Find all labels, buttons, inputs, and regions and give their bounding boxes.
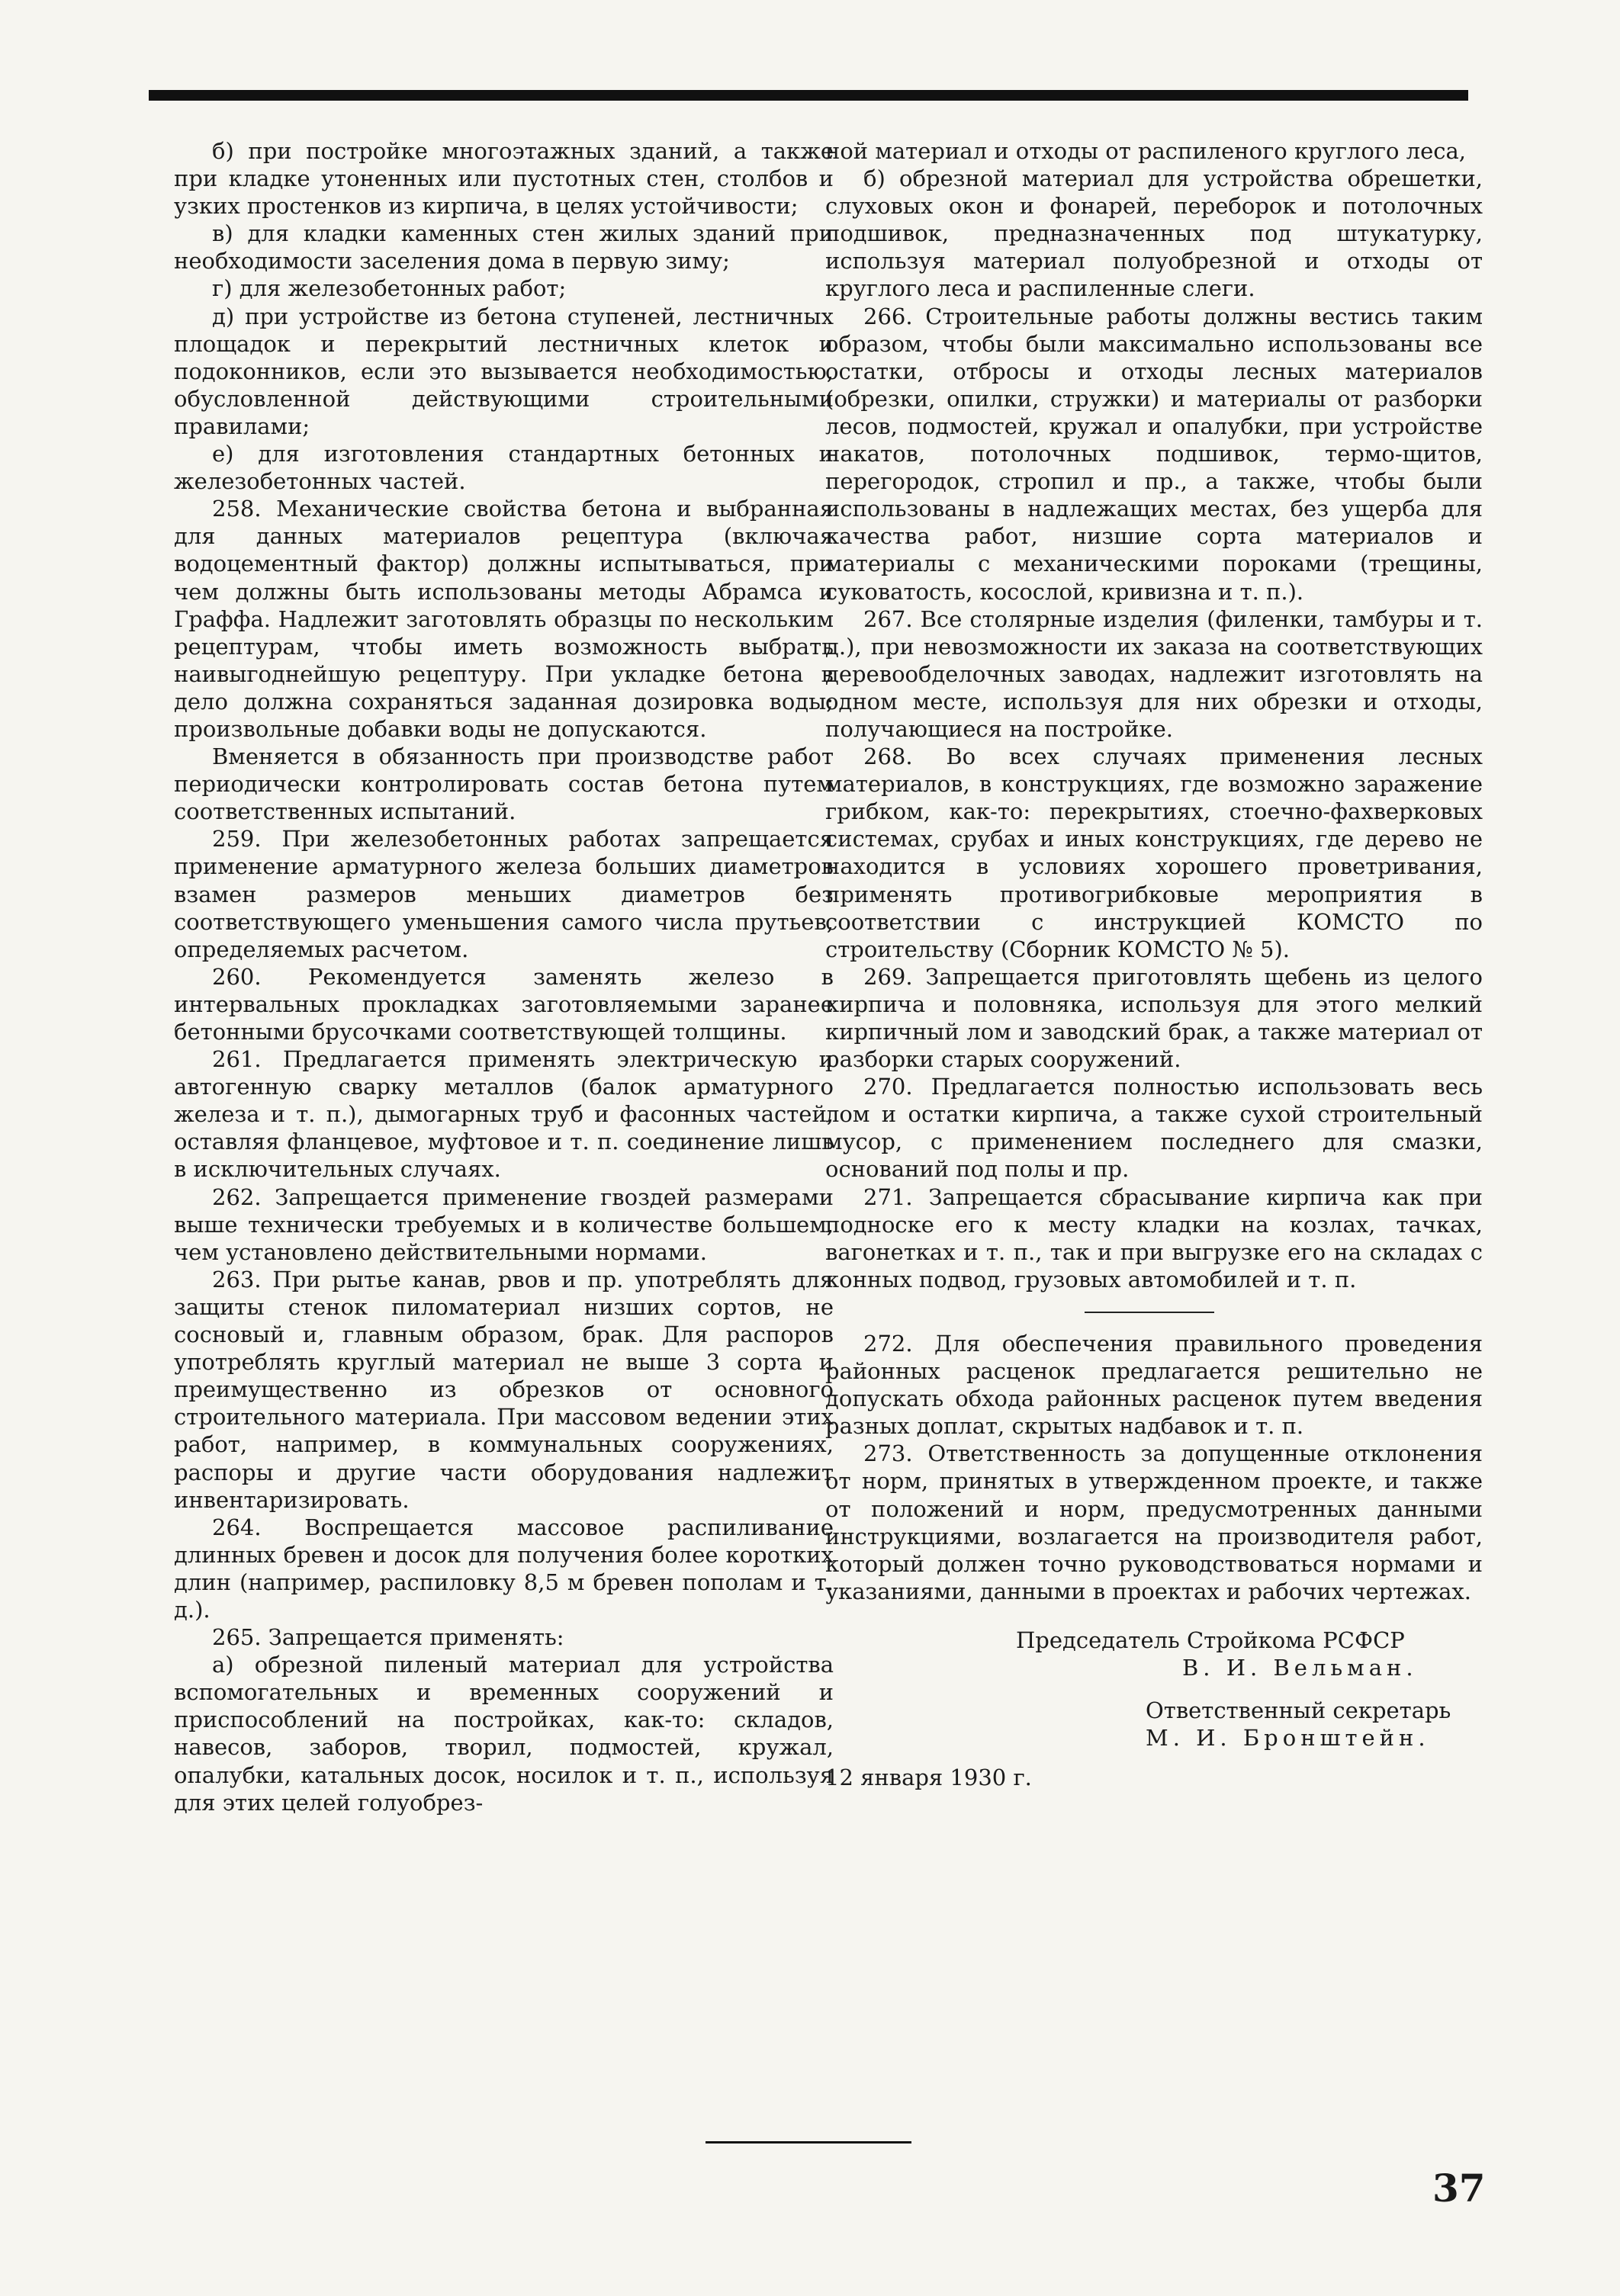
right-column [825, 137, 1483, 1791]
paragraph: 265. Запрещается применять: [212, 1624, 564, 1651]
paragraph: 263. При рытье канав, рвов и пр. употреблять для защиты стенок пиломатериал низших сортов, не сосновый и, главным образом, брак. Для распоров употреблять круглый материал не выше 3 сорта и преимущественно из обрезков от основного строительного материала. При массовом ведении этих работ, например, в коммунальных сооружениях, распоры и другие части оборудования надлежит инвентаризировать. [174, 1266, 834, 1513]
paragraph: 273. Ответственность за допущенные отклонения от норм, принятых в утвержденном проекте, и также от положений и норм, предусмотренных данными инструкциями, возлагается на производителя работ, который должен точно руководствоваться нормами и указаниями, данными в проектах и рабочих чертежах. [825, 1440, 1483, 1604]
paragraph: 264. Воспрещается массовое распиливание длинных бревен и досок для получения более коротких длин (например, распиловку 8,5 м бревен пополам и т. д.). [174, 1514, 834, 1623]
paragraph: 267. Все столярные изделия (филенки, тамбуры и т. д.), при невозможности их заказа на соответствующих деревообделочных заводах, надлежит изготовлять на одном месте, используя для них обрезки и отходы, получающиеся на постройке. [825, 605, 1483, 742]
paragraph: 271. Запрещается сбрасывание кирпича как при подноске его к месту кладки на козлах, тачках, вагонетках и т. п., так и при выгрузке его на складах с конных подвод, грузовых автомобилей и т. п. [825, 1183, 1483, 1293]
paragraph: 260. Рекомендуется заменять железо в интервальных прокладках заготовляемыми заранее бетонными брусочками соответствующей толщины. [174, 963, 834, 1045]
paragraph: Вменяется в обязанность при производстве работ периодически контролировать состав бетона путем соответственных испытаний. [174, 743, 834, 825]
paragraph: 272. Для обеспечения правильного проведения районных расценок предлагается решительно не допускать обхода районных расценок путем введения разных доплат, скрытых надбавок и т. п. [825, 1330, 1483, 1440]
document-date: 12 января 1930 г. [825, 1765, 1032, 1791]
right-column-lower [825, 1330, 1483, 1605]
top-rule [149, 90, 1468, 101]
paragraph: 268. Во всех случаях применения лесных материалов, в конструкциях, где возможно заражение грибком, как-то: перекрытиях, стоечно-фахверковых системах, срубах и иных конструкциях, где дерево не находится в условиях хорошего проветривания, применять противогрибковые мероприятия в соответствии с инструкцией КОМСТО по строительству (Сборник КОМСТО № 5). [825, 743, 1483, 962]
paragraph: ной материал и отходы от распиленого круглого леса, [825, 138, 1466, 164]
paragraph: г) для железобетонных работ; [212, 275, 567, 302]
paragraph: д) при устройстве из бетона ступеней, лестничных площадок и перекрытий лестничных клеток и подоконников, если это вызывается необходимостью, обусловленной действующими строительными правилами; [174, 303, 834, 439]
paragraph: 259. При железобетонных работах запрещается применение арматурного железа больших диаметров взамен размеров меньших диаметров без соответствующего уменьшения самого числа прутьев, определяемых расчетом. [174, 826, 834, 962]
secretary-name: М. И. Бронштейн. [1146, 1725, 1430, 1752]
paragraph: в) для кладки каменных стен жилых зданий при необходимости заселения дома в первую зиму; [174, 220, 834, 275]
chair-title: Председатель Стройкома РСФСР [1016, 1626, 1405, 1653]
signature-block [825, 1626, 1483, 1791]
secretary-title: Ответственный секретарь [1146, 1697, 1451, 1724]
page-number: 37 [1432, 2166, 1486, 2211]
paragraph: а) обрезной пиленый материал для устройства вспомогательных и временных сооружений и приспособлений на постройках, как-то: складов, навесов, заборов, творил, подмостей, кружал, опалубки, катальных досок, носилок и т. п., используя для этих целей голуобрез- [174, 1652, 834, 1816]
paragraph: е) для изготовления стандартных бетонных и железобетонных частей. [174, 441, 834, 495]
paragraph: 269. Запрещается приготовлять щебень из целого кирпича и половняка, используя для этого мелкий кирпичный лом и заводский брак, а также материал от разборки старых сооружений. [825, 963, 1483, 1073]
paragraph: 262. Запрещается применение гвоздей размерами выше технически требуемых и в количестве большем, чем установлено действительными нормами. [174, 1183, 834, 1265]
section-divider [1085, 1312, 1214, 1313]
paragraph: б) обрезной материал для устройства обрешетки, слуховых окон и фонарей, переборок и потолочных подшивок, предназначенных под штукатурку, используя материал полуобрезной и отходы от круглого леса и распиленные слеги. [825, 165, 1483, 302]
paragraph: 261. Предлагается применять электрическую и автогенную сварку металлов (балок арматурного железа и т. п.), дымогарных труб и фасонных частей, оставляя фланцевое, муфтовое и т. п. соединение лишь в исключительных случаях. [174, 1046, 834, 1183]
right-column-upper [825, 137, 1483, 1293]
left-column [174, 137, 834, 1816]
paragraph: 266. Строительные работы должны вестись таким образом, чтобы были максимально использованы все остатки, отбросы и отходы лесных материалов (обрезки, опилки, стружки) и материалы от разборки лесов, подмостей, кружал и опалубки, при устройстве накатов, потолочных подшивок, термо-щитов, перегородок, стропил и пр., а также, чтобы были использованы в надлежащих местах, без ущерба для качества работ, низшие сорта материалов и материалы с механическими пороками (трещины, суковатость, косослой, кривизна и т. п.). [825, 303, 1483, 605]
paragraph: 258. Механические свойства бетона и выбранная для данных материалов рецептура (включая водоцементный фактор) должны испытываться, при чем должны быть использованы методы Абрамса и Граффа. Надлежит заготовлять образцы по нескольким рецептурам, чтобы иметь возможность выбрать наивыгоднейшую рецептуру. При укладке бетона в дело должна сохраняться заданная дозировка воды; произвольные добавки воды не допускаются. [174, 496, 834, 742]
chair-name: В. И. Вельман. [1182, 1654, 1418, 1681]
bottom-rule [706, 2141, 911, 2143]
paragraph: 270. Предлагается полностью использовать весь лом и остатки кирпича, а также сухой строительный мусор, с применением последнего для смазки, оснований под полы и пр. [825, 1074, 1483, 1183]
paragraph: б) при постройке многоэтажных зданий, а также при кладке утоненных или пустотных стен, столбов и узких простенков из кирпича, в целях устойчивости; [174, 138, 834, 220]
